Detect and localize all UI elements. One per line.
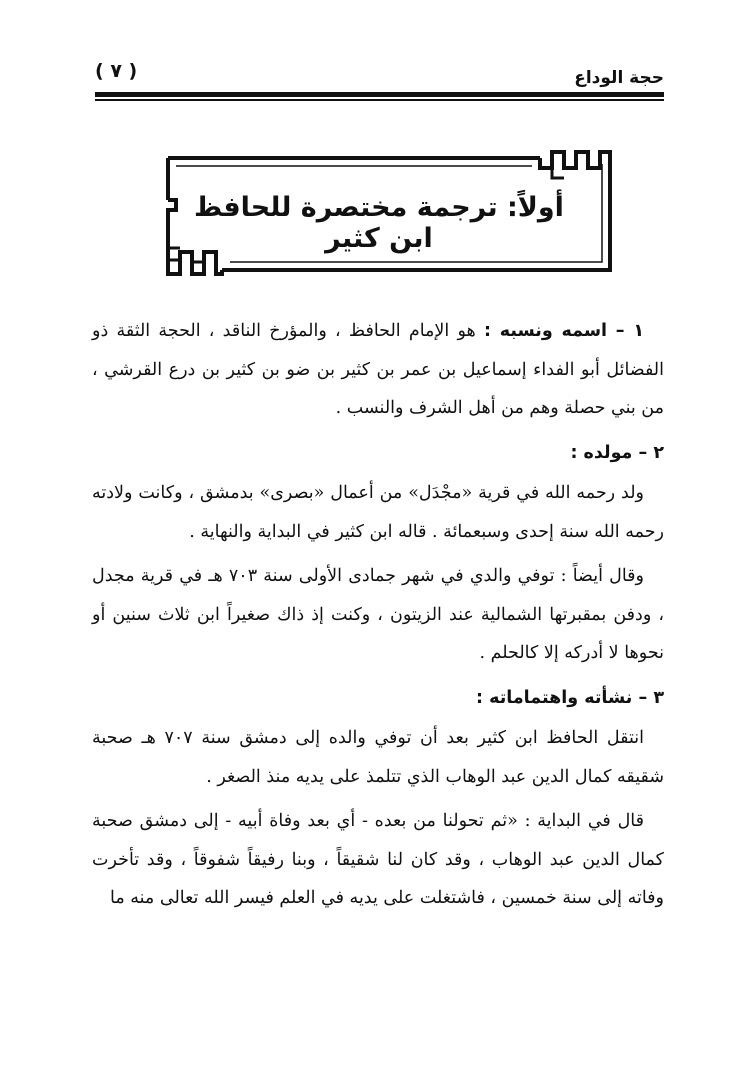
header-rule-thin (95, 99, 664, 101)
header-rule-thick (95, 92, 664, 97)
paragraph-move-damascus: انتقل الحافظ ابن كثير بعد أن توفي والده إلى دمشق سنة ٧٠٧ هـ صحبة شقيقه كمال الدين عبد الوهاب الذي تتلمذ على يديه منذ الصغر . (92, 728, 664, 787)
paragraph-name-lineage (92, 312, 664, 428)
section-heading-birth: ٢ – مولده : (570, 442, 664, 463)
frame-title: أولاً: ترجمة مختصرة للحافظ ابن كثير (194, 192, 564, 254)
running-header (95, 58, 664, 94)
paragraph-birth: ولد رحمه الله في قرية «مجْدَل» من أعمال «بصرى» بدمشق ، وكانت ولادته رحمه الله سنة إحدى وسبعمائة . قاله ابن كثير في البداية والنهاية . (92, 483, 664, 542)
body-text (92, 312, 664, 924)
book-title: حجة الوداع (574, 68, 664, 88)
section-lead: ١ – اسمه ونسبه : (483, 321, 644, 341)
title-frame (160, 148, 618, 278)
page-number: ( ٧ ) (95, 60, 138, 82)
paragraph-father-death: وقال أيضاً : توفي والدي في شهر جمادى الأولى سنة ٧٠٣ هـ في قرية مجدل ، ودفن بمقبرتها الشمالية عند الزيتون ، وكنت إذ ذاك صغيراً ابن ثلاث سنين أو نحوها لا أدركه إلا كالحلم . (92, 566, 664, 663)
paragraph-quote-bidaya: قال في البداية : «ثم تحولنا من بعده - أي بعد وفاة أبيه - إلى دمشق صحبة كمال الدين عبد الوهاب ، وقد كان لنا شقيقاً ، وبنا رفيقاً شفوقاً ، وقد تأخرت وفاته إلى سنة خمسين ، فاشتغلت على يديه في العلم فيسر الله تعالى منه ما (92, 811, 664, 908)
section-heading-upbringing: ٣ – نشأته واهتماماته : (476, 687, 664, 708)
paragraph-text: هو الإمام الحافظ ، والمؤرخ الناقد ، الحجة الثقة ذو الفضائل أبو الفداء إسماعيل بن عمر بن كثير بن ضو بن كثير بن درع القرشي ، من بني حصلة وهم من أهل الشرف والنسب . (92, 321, 664, 418)
